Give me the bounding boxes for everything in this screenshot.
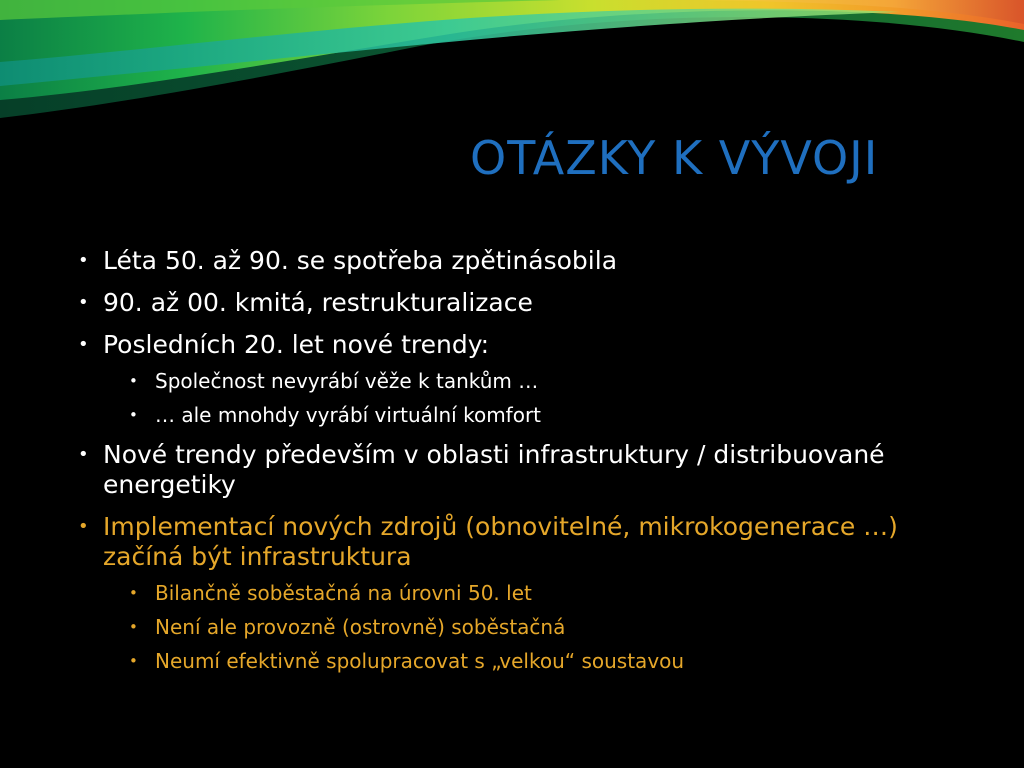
- bullet-text: Nové trendy především v oblasti infrastruktury / distribuované energetiky: [103, 440, 885, 499]
- sub-bullet-item: [76, 648, 956, 674]
- bullet-text: Neumí efektivně spolupracovat s „velkou“ soustavou: [155, 649, 685, 673]
- bullet-text: Společnost nevyrábí věže k tankům …: [155, 369, 539, 393]
- bullet-item: [76, 512, 956, 572]
- bullet-dot-icon: •: [129, 652, 138, 670]
- bullet-dot-icon: •: [78, 292, 89, 313]
- sub-bullet-item: [76, 368, 956, 394]
- bullet-dot-icon: •: [129, 406, 138, 424]
- bullet-dot-icon: •: [129, 372, 138, 390]
- decorative-swoosh: [0, 0, 1024, 130]
- bullet-dot-icon: •: [78, 444, 89, 465]
- sub-bullet-item: [76, 580, 956, 606]
- bullet-dot-icon: •: [129, 618, 138, 636]
- sub-bullet-item: [76, 402, 956, 428]
- bullet-list: [76, 246, 956, 674]
- bullet-dot-icon: •: [129, 584, 138, 602]
- bullet-text: Není ale provozně (ostrovně) soběstačná: [155, 615, 566, 639]
- bullet-item: [76, 246, 956, 276]
- bullet-text: Posledních 20. let nové trendy:: [103, 330, 490, 359]
- bullet-dot-icon: •: [78, 516, 89, 537]
- bullet-item: [76, 330, 956, 360]
- bullet-dot-icon: •: [78, 334, 89, 355]
- bullet-text: Léta 50. až 90. se spotřeba zpětinásobila: [103, 246, 618, 275]
- bullet-text: Bilančně soběstačná na úrovni 50. let: [155, 581, 532, 605]
- slide-title: OTÁZKY K VÝVOJI: [470, 131, 879, 185]
- bullet-text: … ale mnohdy vyrábí virtuální komfort: [155, 403, 542, 427]
- bullet-dot-icon: •: [78, 250, 89, 271]
- sub-bullet-item: [76, 614, 956, 640]
- bullet-item: [76, 288, 956, 318]
- bullet-item: [76, 440, 956, 500]
- bullet-text: 90. až 00. kmitá, restrukturalizace: [103, 288, 533, 317]
- bullet-text: Implementací nových zdrojů (obnovitelné, mikrokogenerace …) začíná být infrastruktura: [103, 512, 898, 571]
